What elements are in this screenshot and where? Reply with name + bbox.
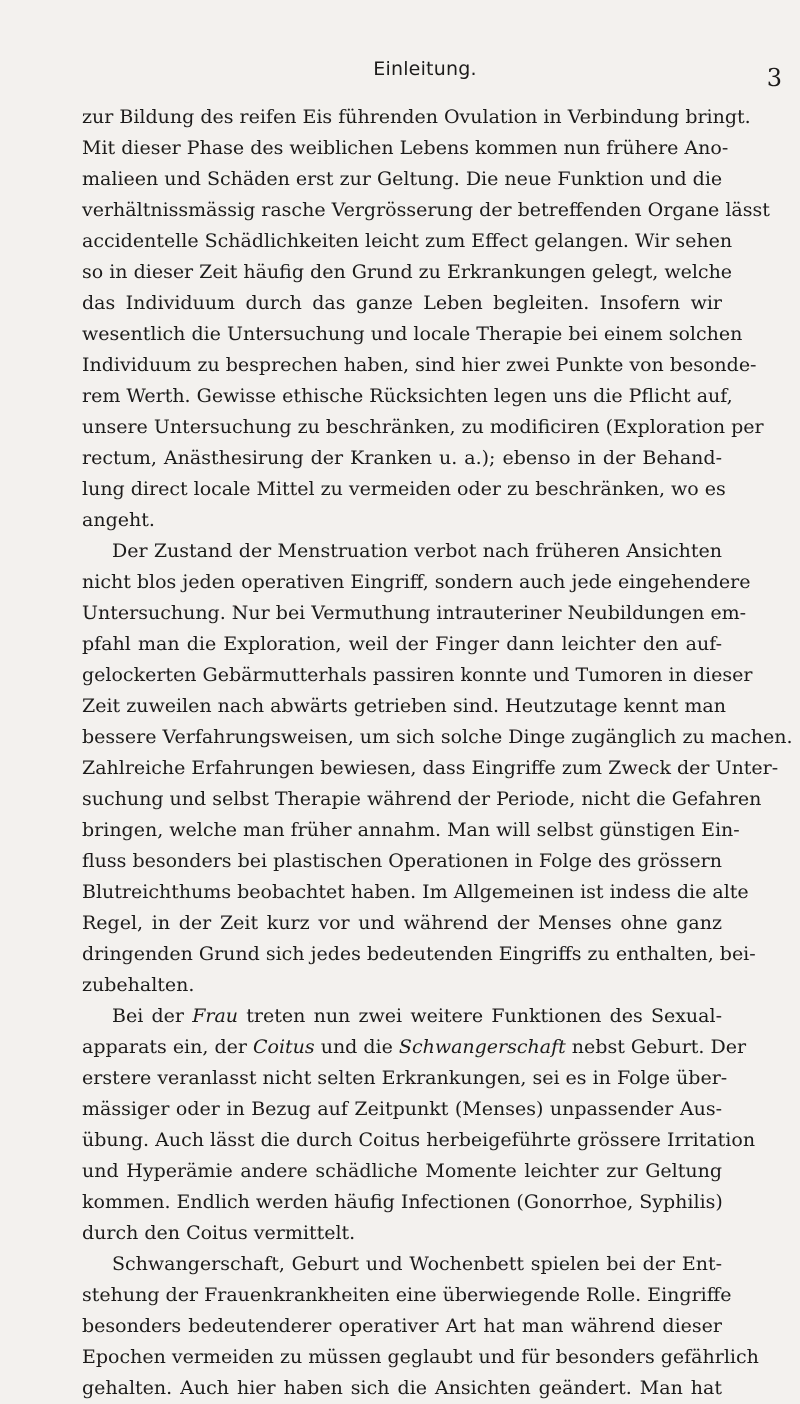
text-line: gehalten. Auch hier haben sich die Ansichten geändert. Man hat (82, 1377, 722, 1399)
text-line: besonders bedeutenderer operativer Art hat man während dieser (82, 1315, 722, 1337)
paragraph (82, 102, 770, 536)
text-line: Regel, in der Zeit kurz vor und während der Menses ohne ganz (82, 912, 722, 934)
text-line: lung direct locale Mittel zu vermeiden oder zu beschränken, wo es (82, 478, 726, 500)
text-line: zubehalten. (82, 974, 195, 996)
body-text (82, 102, 793, 1404)
section-title: Einleitung. (373, 58, 477, 80)
text-line: Epochen vermeiden zu müssen geglaubt und für besonders gefährlich (82, 1346, 759, 1368)
text-line: Der Zustand der Menstruation verbot nach früheren Ansichten (112, 540, 722, 562)
text-line: accidentelle Schädlichkeiten leicht zum Effect gelangen. Wir sehen (82, 230, 733, 252)
text-line: zur Bildung des reifen Eis führenden Ovulation in Verbindung bringt. (82, 106, 751, 128)
text-line: Individuum zu besprechen haben, sind hier zwei Punkte von besonde- (82, 354, 757, 376)
text-line: und Hyperämie andere schädliche Momente leichter zur Geltung (82, 1160, 722, 1182)
text-line: verhältnissmässig rasche Vergrösserung der betreffenden Organe lässt (82, 199, 770, 221)
running-head (60, 58, 790, 92)
text-line: rectum, Anästhesirung der Kranken u. a.); ebenso in der Behand- (82, 447, 722, 469)
text-line: apparats ein, der Coitus und die Schwangerschaft nebst Geburt. Der (82, 1036, 747, 1058)
text-line: bessere Verfahrungsweisen, um sich solche Dinge zugänglich zu machen. (82, 726, 793, 748)
text-line: erstere veranlasst nicht selten Erkrankungen, sei es in Folge über- (82, 1067, 728, 1089)
text-line: Untersuchung. Nur bei Vermuthung intrauteriner Neubildungen em- (82, 602, 747, 624)
text-line: fluss besonders bei plastischen Operationen in Folge des grössern (82, 850, 722, 872)
text-line: Schwangerschaft, Geburt und Wochenbett spielen bei der Ent- (112, 1253, 722, 1275)
text-line: Zahlreiche Erfahrungen bewiesen, dass Eingriffe zum Zweck der Unter- (82, 757, 779, 779)
text-line: Zeit zuweilen nach abwärts getrieben sind. Heutzutage kennt man (82, 695, 726, 717)
text-line: so in dieser Zeit häufig den Grund zu Erkrankungen gelegt, welche (82, 261, 733, 283)
text-line: Bei der Frau treten nun zwei weitere Funktionen des Sexual- (112, 1005, 722, 1027)
text-line: suchung und selbst Therapie während der Periode, nicht die Gefahren (82, 788, 762, 810)
paragraph (82, 1249, 759, 1404)
text-line: durch den Coitus vermittelt. (82, 1222, 356, 1244)
text-line: malieen und Schäden erst zur Geltung. Die neue Funktion und die (82, 168, 723, 190)
text-line: Blutreichthums beobachtet haben. Im Allgemeinen ist indess die alte (82, 881, 749, 903)
text-line: Mit dieser Phase des weiblichen Lebens kommen nun frühere Ano- (82, 137, 729, 159)
paragraph (82, 1001, 756, 1249)
text-line: mässiger oder in Bezug auf Zeitpunkt (Menses) unpassender Aus- (82, 1098, 722, 1120)
paragraph (82, 536, 793, 1001)
text-line: das Individuum durch das ganze Leben begleiten. Insofern wir (82, 292, 722, 314)
text-line: angeht. (82, 509, 155, 531)
text-line: stehung der Frauenkrankheiten eine überwiegende Rolle. Eingriffe (82, 1284, 732, 1306)
text-line: nicht blos jeden operativen Eingriff, sondern auch jede eingehendere (82, 571, 751, 593)
text-line: pfahl man die Exploration, weil der Finger dann leichter den auf- (82, 633, 722, 655)
page-number: 3 (766, 64, 782, 92)
text-line: unsere Untersuchung zu beschränken, zu modificiren (Exploration per (82, 416, 764, 438)
text-line: dringenden Grund sich jedes bedeutenden Eingriffs zu enthalten, bei- (82, 943, 756, 965)
text-line: rem Werth. Gewisse ethische Rücksichten legen uns die Pflicht auf, (82, 385, 733, 407)
text-line: kommen. Endlich werden häufig Infectionen (Gonorrhoe, Syphilis) (82, 1191, 723, 1213)
text-line: bringen, welche man früher annahm. Man will selbst günstigen Ein- (82, 819, 740, 841)
text-line: gelockerten Gebärmutterhals passiren konnte und Tumoren in dieser (82, 664, 753, 686)
text-line: übung. Auch lässt die durch Coitus herbeigeführte grössere Irritation (82, 1129, 756, 1151)
text-line: wesentlich die Untersuchung und locale Therapie bei einem solchen (82, 323, 743, 345)
